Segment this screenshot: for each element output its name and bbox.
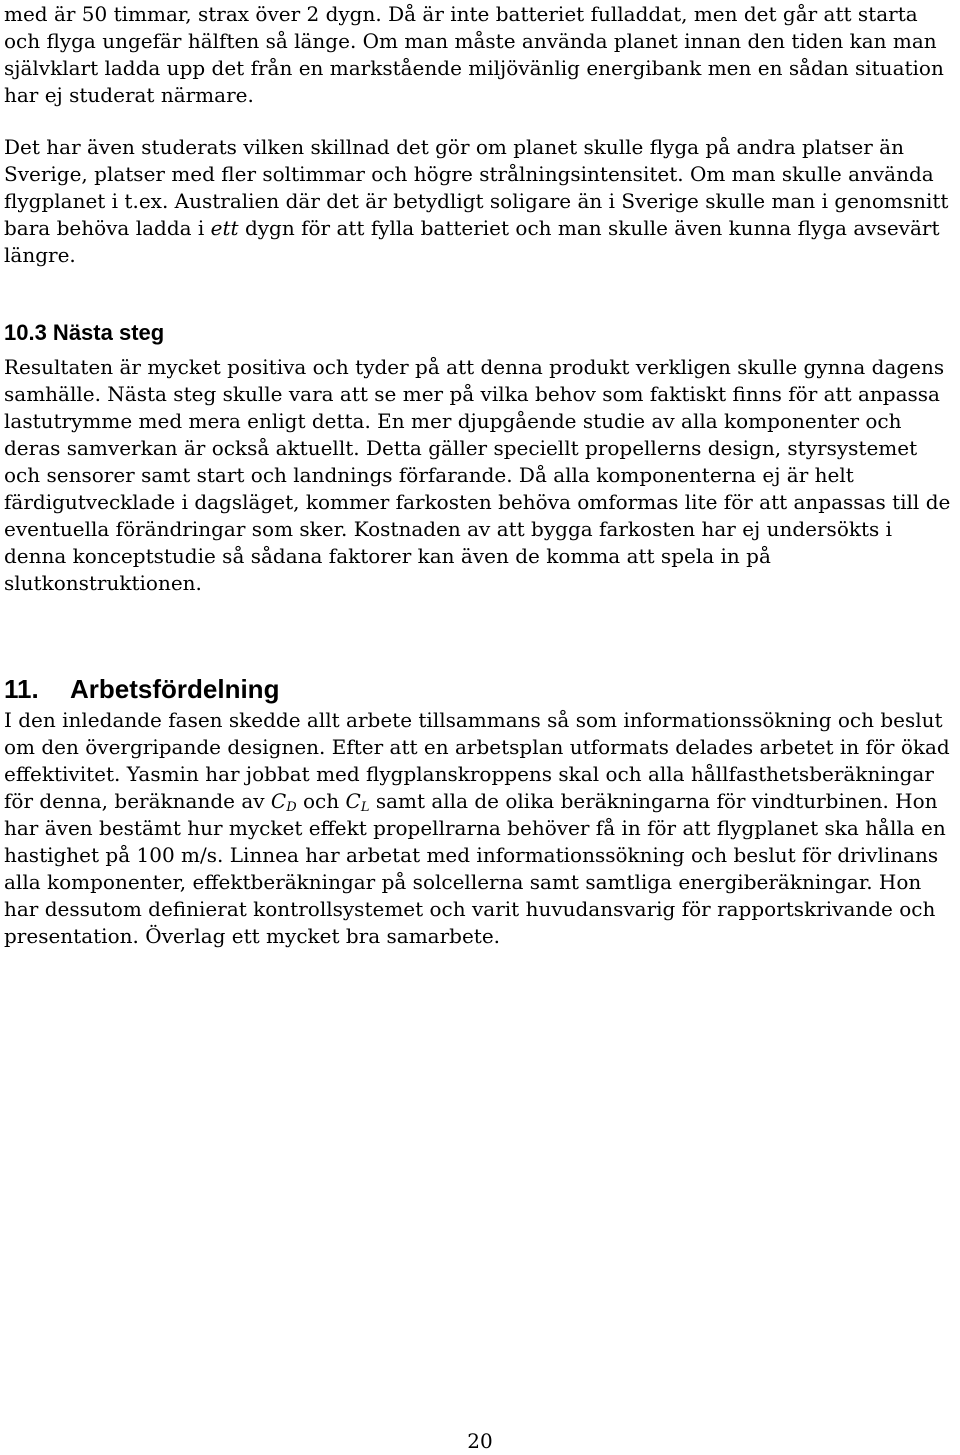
formula-cd: $C_D$ xyxy=(270,789,297,815)
section-title: Arbetsfördelning xyxy=(70,674,280,704)
paragraph-text: dygn för att fylla batteriet och man skulle även kunna flyga avsevärt längre. xyxy=(4,216,940,267)
page-number: 20 xyxy=(467,1429,493,1453)
paragraph-text: I den inledande fasen skedde allt arbete tillsammans så som informationssökning och beslut om den övergripande designen. Efter att en arbetsplan utformats delades arbetet in för ökad effektivitet. Yasmin har jobbat med flygplanskroppens skal och alla hållfasthetsberäkningar för denna, beräknande av xyxy=(4,708,950,813)
emphasis-text: ett xyxy=(210,216,239,240)
paragraph-next-steps: Resultaten är mycket positiva och tyder på att denna produkt verkligen skulle gynna dagens samhälle. Nästa steg skulle vara att se mer på vilka behov som faktiskt finns för att anpassa lastutrymme med mera enligt detta. En mer djupgående studie av alla komponenter och deras samverkan är också aktuellt. Detta gäller speciellt propellerns design, styrsystemet och sensorer samt start och landnings förfarande. Då alla komponenterna ej är helt färdigutvecklade i dagsläget, kommer farkosten behöva omformas lite för att anpassas till de eventuella förändringar som sker. Kostnaden av att bygga farkosten har ej undersökts i denna konceptstudie så sådana faktorer kan även de komma att spela in på slutkonstruktionen. xyxy=(4,355,951,595)
paragraph-work-distribution xyxy=(4,707,954,950)
section-heading-next-steps: 10.3 Nästa steg xyxy=(4,320,165,345)
paragraph-battery-charging: med är 50 timmar, strax över 2 dygn. Då är inte batteriet fulladdat, men det går att starta och flyga ungefär hälften så länge. Om man måste använda planet innan den tiden kan man självklart ladda upp det från en markstående miljövänlig energibank men en sådan situation har ej studerat närmare. xyxy=(4,2,944,107)
section-number: 11. xyxy=(4,674,39,704)
paragraph-text: Det har även studerats vilken skillnad det gör om planet skulle flyga på andra platser än Sverige, platser med fler soltimmar och högre strålningsintensitet. Om man skulle använda flygplanet i t.ex. Australien där det är betydligt soligare än i Sverige skulle man i genomsnitt bara behöva ladda i xyxy=(4,135,949,240)
paragraph-text: samt alla de olika beräkningarna för vindturbinen. Hon har även bestämt hur mycket effekt propellrarna behöver få in för att flygplanet ska hålla en hastighet på 100 m/s. Linnea har arbetat med informationssökning och beslut för drivlinans alla komponenter, effektberäkningar på solcellerna samt samtliga energiberäkningar. Hon har dessutom definierat kontrollsystemet och varit huvudansvarig för rapportskrivande och presentation. Överlag ett mycket bra samarbete. xyxy=(4,789,946,948)
formula-cl: $C_L$ xyxy=(345,789,370,815)
section-heading-work-distribution xyxy=(4,672,279,706)
paragraph-text: och xyxy=(303,789,340,813)
paragraph-other-locations xyxy=(4,134,954,269)
